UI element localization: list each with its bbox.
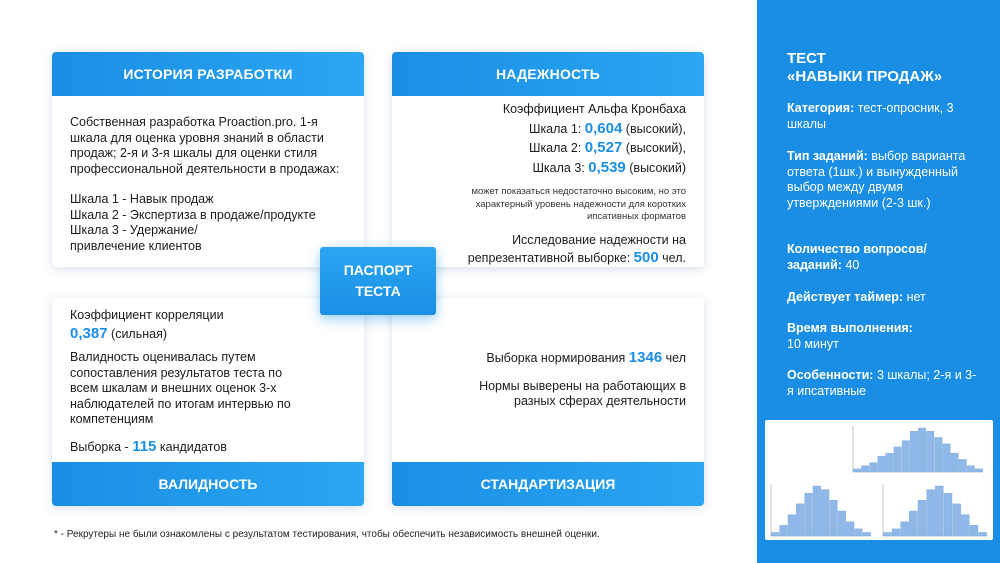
histogram-bar xyxy=(959,459,967,472)
histogram-bar xyxy=(967,466,975,472)
scale1-row xyxy=(396,121,686,138)
scale2-note: (высокий), xyxy=(625,141,686,155)
history-line: шкала для оценка уровня знаний в области xyxy=(70,130,324,145)
note-line: может показаться недостаточно высоким, но это xyxy=(471,186,686,197)
history-scale: Шкала 3 - Удержание/ xyxy=(70,223,198,237)
histogram-scale1 xyxy=(853,426,983,472)
histogram-bar xyxy=(910,431,918,472)
histogram-scale2 xyxy=(771,484,871,536)
histogram-bar xyxy=(863,532,871,536)
validity-sample-label: Выборка - xyxy=(70,439,129,454)
history-card xyxy=(52,52,364,267)
histogram-bar xyxy=(979,532,987,536)
histogram-bar xyxy=(878,456,886,472)
validity-sample-unit: кандидатов xyxy=(159,439,227,454)
time-value: 10 минут xyxy=(787,336,839,351)
histogram-bar xyxy=(935,486,943,536)
reliability-title: НАДЕЖНОСТЬ xyxy=(392,52,704,96)
alpha-label: Коэффициент Альфа Кронбаха xyxy=(502,102,686,116)
histogram-bar xyxy=(771,532,779,536)
scale2-row xyxy=(396,140,686,157)
validity-description xyxy=(70,350,355,428)
scale1-label: Шкала 1: xyxy=(528,121,582,136)
histogram-bar xyxy=(805,493,813,536)
histogram-bar xyxy=(846,522,854,536)
validity-sample-value: 115 xyxy=(132,437,157,455)
validity-line: Валидность оценивалась путем xyxy=(70,350,256,364)
validity-line: наблюдателей по итогам интервью по xyxy=(70,396,291,411)
history-description xyxy=(70,115,355,254)
category-value: тест-опросник, 3 шкалы xyxy=(787,101,954,131)
histogram-bar xyxy=(788,515,796,536)
norm-line2: разных сферах деятельности xyxy=(514,394,686,408)
reliability-card xyxy=(392,52,704,267)
norm-sample-value: 1346 xyxy=(628,349,663,366)
scale2-value: 0,527 xyxy=(584,139,623,156)
sidebar-time xyxy=(787,321,977,352)
study-line1: Исследование надежности на xyxy=(512,232,686,247)
histogram-panel xyxy=(765,420,993,540)
note-line: характерный уровень надежности для коротких xyxy=(475,198,686,210)
sidebar-title xyxy=(787,50,942,86)
histogram-bar xyxy=(870,463,878,472)
scale3-note: (высокий) xyxy=(629,160,686,175)
histogram-bar xyxy=(780,525,788,536)
histogram-bar xyxy=(861,466,869,472)
history-line: профессиональной деятельности в продажах: xyxy=(70,161,340,176)
study-unit: чел. xyxy=(662,251,686,265)
histogram-scale3 xyxy=(883,484,987,536)
sidebar-count xyxy=(787,242,977,273)
histogram-bar xyxy=(970,525,978,536)
history-scale: Шкала 2 - Экспертиза в продаже/продукте xyxy=(70,207,316,222)
study-value: 500 xyxy=(633,249,659,266)
sidebar-category xyxy=(787,101,977,132)
histogram-bar xyxy=(975,469,983,472)
standardization-body xyxy=(396,350,686,410)
histogram-svg xyxy=(765,420,993,540)
validity-line: всем шкалам и внешних оценок 3-х xyxy=(70,381,277,395)
passport-badge xyxy=(320,247,436,315)
validity-body xyxy=(70,308,355,455)
task-type-label: Тип заданий: xyxy=(787,149,868,163)
sidebar-features xyxy=(787,368,977,399)
features-label: Особенности: xyxy=(787,368,874,382)
histogram-bar xyxy=(892,529,900,536)
histogram-bar xyxy=(951,453,959,472)
histogram-bar xyxy=(813,486,821,536)
histogram-bar xyxy=(961,515,969,536)
reliability-note xyxy=(396,186,686,224)
histogram-bar xyxy=(935,437,943,472)
scale3-value: 0,539 xyxy=(588,158,626,176)
sidebar-title-line1: ТЕСТ xyxy=(787,50,826,67)
reliability-body xyxy=(396,102,686,267)
timer-label: Действует таймер: xyxy=(787,290,904,304)
histogram-bar xyxy=(927,490,935,536)
features-value: 3 шкалы; 2-я и 3-я ипсативные xyxy=(787,368,977,398)
validity-card xyxy=(52,298,364,506)
sidebar-task-type xyxy=(787,149,977,211)
footnote: * - Рекрутеры не были ознакомлены с результатом тестирования, чтобы обеспечить независимость внешней оценки. xyxy=(54,529,600,540)
norm-line1: Нормы выверены на работающих в xyxy=(479,378,686,393)
validity-line: компетенциям xyxy=(70,412,154,426)
history-title: ИСТОРИЯ РАЗРАБОТКИ xyxy=(52,52,364,96)
norm-sample-row xyxy=(396,350,686,367)
histogram-bar xyxy=(886,453,894,472)
standardization-title: СТАНДАРТИЗАЦИЯ xyxy=(392,462,704,506)
corr-note: (сильная) xyxy=(111,326,168,341)
histogram-bar xyxy=(909,511,917,536)
validity-line: сопоставления результатов теста по xyxy=(70,365,283,380)
history-line: продаж; 2-я и 3-я шкалы для оценки стиля xyxy=(70,146,318,160)
histogram-bar xyxy=(943,444,951,472)
study-line2 xyxy=(396,250,686,267)
time-label: Время выполнения: xyxy=(787,321,913,335)
scale1-value: 0,604 xyxy=(584,119,623,137)
timer-value: нет xyxy=(906,290,926,304)
histogram-bar xyxy=(926,431,934,472)
histogram-bar xyxy=(953,504,961,536)
histogram-bar xyxy=(944,493,952,536)
corr-label: Коэффициент корреляции xyxy=(70,308,224,322)
histogram-bar xyxy=(883,532,891,536)
scale3-row xyxy=(396,160,686,177)
passport-line1: ПАСПОРТ xyxy=(343,262,413,278)
scale1-note: (высокий), xyxy=(625,121,686,136)
corr-value: 0,387 xyxy=(70,324,108,342)
histogram-bar xyxy=(902,441,910,472)
count-value: 40 xyxy=(845,257,860,272)
category-label: Категория: xyxy=(787,101,855,115)
sidebar-timer xyxy=(787,290,977,306)
histogram-bar xyxy=(853,469,861,472)
study-label: репрезентативной выборке: xyxy=(467,251,631,265)
histogram-bar xyxy=(821,490,829,536)
histogram-bar xyxy=(838,511,846,536)
histogram-bar xyxy=(894,447,902,472)
validity-title: ВАЛИДНОСТЬ xyxy=(52,462,364,506)
note-line: ипсативных форматов xyxy=(586,211,686,222)
histogram-bar xyxy=(918,500,926,536)
validity-sample-row xyxy=(70,439,355,456)
scale2-label: Шкала 2: xyxy=(528,141,582,155)
corr-row xyxy=(70,326,355,343)
history-scale: привлечение клиентов xyxy=(70,238,202,253)
task-type-value: выбор варианта ответа (1шк.) и вынужденный выбор между двумя утверждениями (2-3 шк.) xyxy=(787,149,966,210)
passport-line2: ТЕСТА xyxy=(355,283,401,299)
histogram-bar xyxy=(830,500,838,536)
sidebar-title-line2: «НАВЫКИ ПРОДАЖ» xyxy=(787,68,943,85)
history-line: Собственная разработка Proaction.pro. 1-я xyxy=(70,115,318,129)
histogram-bar xyxy=(855,529,863,536)
norm-sample-label: Выборка нормирования xyxy=(486,351,626,365)
scale3-label: Шкала 3: xyxy=(532,160,585,175)
histogram-bar xyxy=(901,522,909,536)
history-scale: Шкала 1 - Навык продаж xyxy=(70,192,214,206)
histogram-bar xyxy=(918,428,926,472)
count-label: Количество вопросов/заданий: xyxy=(787,242,927,272)
histogram-bar xyxy=(796,504,804,536)
norm-sample-unit: чел xyxy=(665,351,686,365)
standardization-card xyxy=(392,298,704,506)
